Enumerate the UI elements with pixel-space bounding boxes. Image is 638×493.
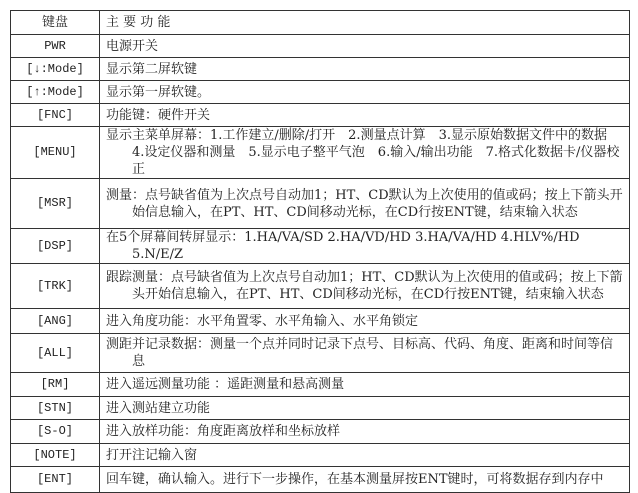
function-cell [100, 467, 630, 493]
key-cell: [↑:Mode] [11, 81, 100, 104]
function-cell [100, 179, 630, 229]
table-row [11, 81, 630, 104]
key-cell: [TRK] [11, 264, 100, 309]
header-function: 主 要 功 能 [100, 11, 630, 35]
function-cell [100, 309, 630, 334]
key-cell: [DSP] [11, 229, 100, 264]
header-key: 键盘 [11, 11, 100, 35]
function-text: 打开注记输入窗 [106, 447, 198, 463]
function-cell [100, 444, 630, 467]
function-text: 显示第一屏软键。 [106, 84, 211, 100]
function-cell [100, 229, 630, 264]
table-header-row [11, 11, 630, 35]
function-cell [100, 127, 630, 179]
table-row [11, 373, 630, 397]
table-row [11, 179, 630, 229]
keyboard-function-table [10, 10, 630, 493]
key-cell: PWR [11, 35, 100, 58]
key-cell: [↓:Mode] [11, 58, 100, 81]
table-row [11, 58, 630, 81]
function-cell [100, 35, 630, 58]
table-row [11, 397, 630, 420]
function-text: 显示主菜单屏幕：1.工作建立/删除/打开 2.测量点计算 3.显示原始数据文件中的数据 4.设定仪器和测量 5.显示电子整平气泡 6.输入/输出功能 7.格式化数据卡/仪器校正 [106, 128, 620, 177]
function-text: 功能键：硬件开关 [106, 107, 211, 123]
table-row [11, 104, 630, 127]
key-cell: [MENU] [11, 127, 100, 179]
function-cell [100, 420, 630, 444]
table-row [11, 264, 630, 309]
function-text: 回车键，确认输入。进行下一步操作，在基本测量屏按ENT键时，可将数据存到内存中 [106, 472, 604, 487]
function-text: 进入放样功能：角度距离放样和坐标放样 [106, 424, 341, 439]
key-cell: [FNC] [11, 104, 100, 127]
table-row [11, 467, 630, 493]
key-cell: [S-O] [11, 420, 100, 444]
key-cell: [RM] [11, 373, 100, 397]
function-text: 进入测站建立功能 [106, 400, 211, 416]
table-row [11, 334, 630, 373]
table-row [11, 35, 630, 58]
function-cell [100, 373, 630, 397]
key-cell: [ANG] [11, 309, 100, 334]
function-text: 显示第二屏软键 [106, 61, 198, 77]
function-text: 电源开关 [106, 38, 159, 54]
function-text: 进入遥远测量功能 ：遥距测量和悬高测量 [106, 377, 345, 392]
function-cell [100, 264, 630, 309]
table-row [11, 444, 630, 467]
key-cell: [NOTE] [11, 444, 100, 467]
function-cell [100, 104, 630, 127]
table-row [11, 420, 630, 444]
table-row [11, 309, 630, 334]
function-cell [100, 58, 630, 81]
function-cell [100, 334, 630, 373]
function-text: 进入角度功能：水平角置零、水平角输入、水平角锁定 [106, 313, 419, 329]
key-cell: [ENT] [11, 467, 100, 493]
function-text: 跟踪测量：点号缺省值为上次点号自动加1；HT、CD默认为上次使用的值或码；按上下箭头开始信息输入，在PT、HT、CD间移动光标，在CD行按ENT键，结束输入状态 [106, 270, 623, 302]
function-text: 在5个屏幕间转屏显示：1.HA/VA/SD 2.HA/VD/HD 3.HA/VA/HD 4.HLV%/HD 5.N/E/Z [106, 230, 580, 262]
key-cell: [STN] [11, 397, 100, 420]
table-row [11, 127, 630, 179]
table-row [11, 229, 630, 264]
function-cell [100, 397, 630, 420]
function-text: 测量：点号缺省值为上次点号自动加1；HT、CD默认为上次使用的值或码；按上下箭头开始信息输入，在PT、HT、CD间移动光标，在CD行按ENT键，结束输入状态 [106, 187, 623, 220]
function-cell [100, 81, 630, 104]
function-text: 测距并记录数据：测量一个点并同时记录下点号、目标高、代码、角度、距离和时间等信息 [106, 337, 614, 369]
key-cell: [ALL] [11, 334, 100, 373]
key-cell: [MSR] [11, 179, 100, 229]
